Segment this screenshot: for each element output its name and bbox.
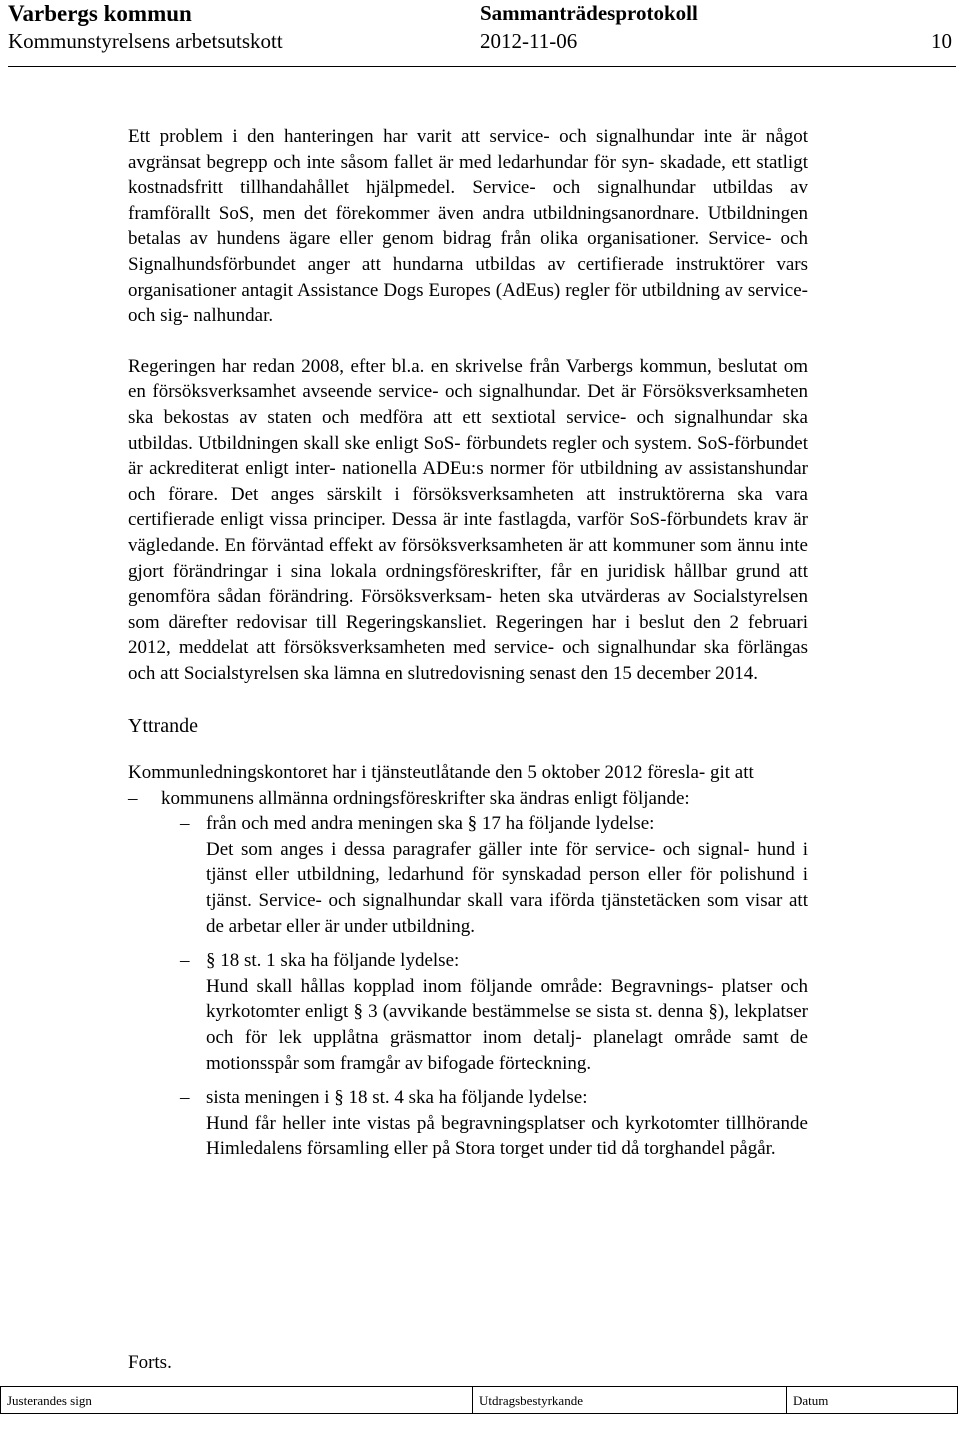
document-type: Sammanträdesprotokoll (480, 1, 698, 25)
sub-item-title: § 18 st. 1 ska ha följande lydelse: (206, 950, 460, 972)
signature-footer (0, 1386, 958, 1414)
meeting-date: 2012-11-06 (480, 29, 578, 53)
proposal-intro: Kommunledningskontoret har i tjänsteutlåtande den 5 oktober 2012 föresla- git att (128, 762, 754, 784)
main-item-text: kommunens allmänna ordningsföreskrifter ska ändras enligt följande: (161, 787, 690, 809)
dash-icon: – (128, 787, 138, 809)
dash-icon: – (180, 950, 190, 972)
date-cell: Datum (793, 1393, 829, 1408)
dash-icon: – (180, 1087, 190, 1109)
sub-item-title: sista meningen i § 18 st. 4 ska ha följande lydelse: (206, 1087, 588, 1109)
certified-extract-cell: Utdragsbestyrkande (473, 1387, 787, 1413)
sub-list-item (128, 811, 808, 939)
main-list-item (128, 786, 808, 812)
sub-list-item (128, 948, 808, 1076)
sub-item-text: Det som anges i dessa paragrafer gäller inte för service- och signal- hund i tjänst eller utbildning, ledarhund för synskadad person eller för polishund i tjänst. Service- och signalhundar skall vara iförda tjänstetäcken som visar att de arbetar eller är under utbildning. (206, 838, 808, 937)
sub-item-text: Hund får heller inte vistas på begravningsplatser och kyrkotomter tillhörande Himledalens församling eller på Stora torget under tid då torghandel pågår. (206, 1112, 808, 1160)
page-number: 10 (931, 29, 952, 53)
paragraph-trial: Regeringen har redan 2008, efter bl.a. en skrivelse från Varbergs kommun, beslutat om en försöksverksamhet avseende service- och signalhundar. Det är Försöksverksamheten ska bekostas av staten och medföra att ett sextiotal service- och signalhundar ska utbildas. Utbildningen skall ske enligt SoS- förbundets regler och system. SoS-förbundet är ackrediterat enligt inter- nationella ADEu:s normer för utbildning av assistanshundar och förare. Det anges särskilt i försöksverksamheten att instruktörerna ska vara certifierade enligt vissa principer. Dessa är inte fastlagda, varför SoS-förbundets krav är vägledande. En förväntad effekt av försöksverksamheten är att kommuner som ännu inte gjort förändringar i sina lokala ordningsföreskrifter, får en juridisk hållbar grund att genomföra sådan förändring. Försöksverksam- heten ska utvärderas av Socialstyrelsen som därefter redovisar till Regeringskansliet. Regeringen har i beslut den 2 februari 2012, meddelat att försöksverksamheten med service- och signalhundar ska förlängas och att Socialstyrelsen ska lämna en slutredovisning senast den 15 december 2014. (128, 355, 808, 684)
dash-icon: – (180, 813, 190, 835)
sub-list-item (128, 1085, 808, 1162)
document-body (128, 124, 808, 1162)
section-heading: Yttrande (128, 715, 198, 738)
committee-name: Kommunstyrelsens arbetsutskott (8, 29, 283, 53)
sub-item-text: Hund skall hållas kopplad inom följande område: Begravnings- platser och kyrkotomter enligt § 3 (avvikande bestämmelse se sista st. denna §), lekplatser och för lek upplåtna gräsmattor inom detalj- planelagt område samt de motionsspår som framgår av bifogade förteckning. (206, 975, 808, 1074)
continued-label: Forts. (128, 1352, 172, 1373)
sub-item-title: från och med andra meningen ska § 17 ha följande lydelse: (206, 813, 655, 835)
header-divider (8, 66, 956, 67)
signature-cell: Justerandes sign (1, 1387, 473, 1413)
paragraph-background: Ett problem i den hanteringen har varit att service- och signalhundar inte är något avgränsat begrepp och inte såsom fallet är med ledarhundar för syn- skadade, ett statligt kostnadsfritt tillhandahållet hjälpmedel. Service- och signalhundar utbildas av framförallt SoS, men det förekommer även andra utbildningsanordnare. Utbildningen betalas av hundens ägare eller genom bidrag från olika organisationer. Service- och Signalhundsförbundet anger att hundarna utbildas av certifierade instruktörer vars organisationer antagit Assistance Dogs Europes (AdEus) regler för utbildning av service- och sig- nalhundar. (128, 126, 808, 327)
organization-name: Varbergs kommun (8, 1, 192, 26)
